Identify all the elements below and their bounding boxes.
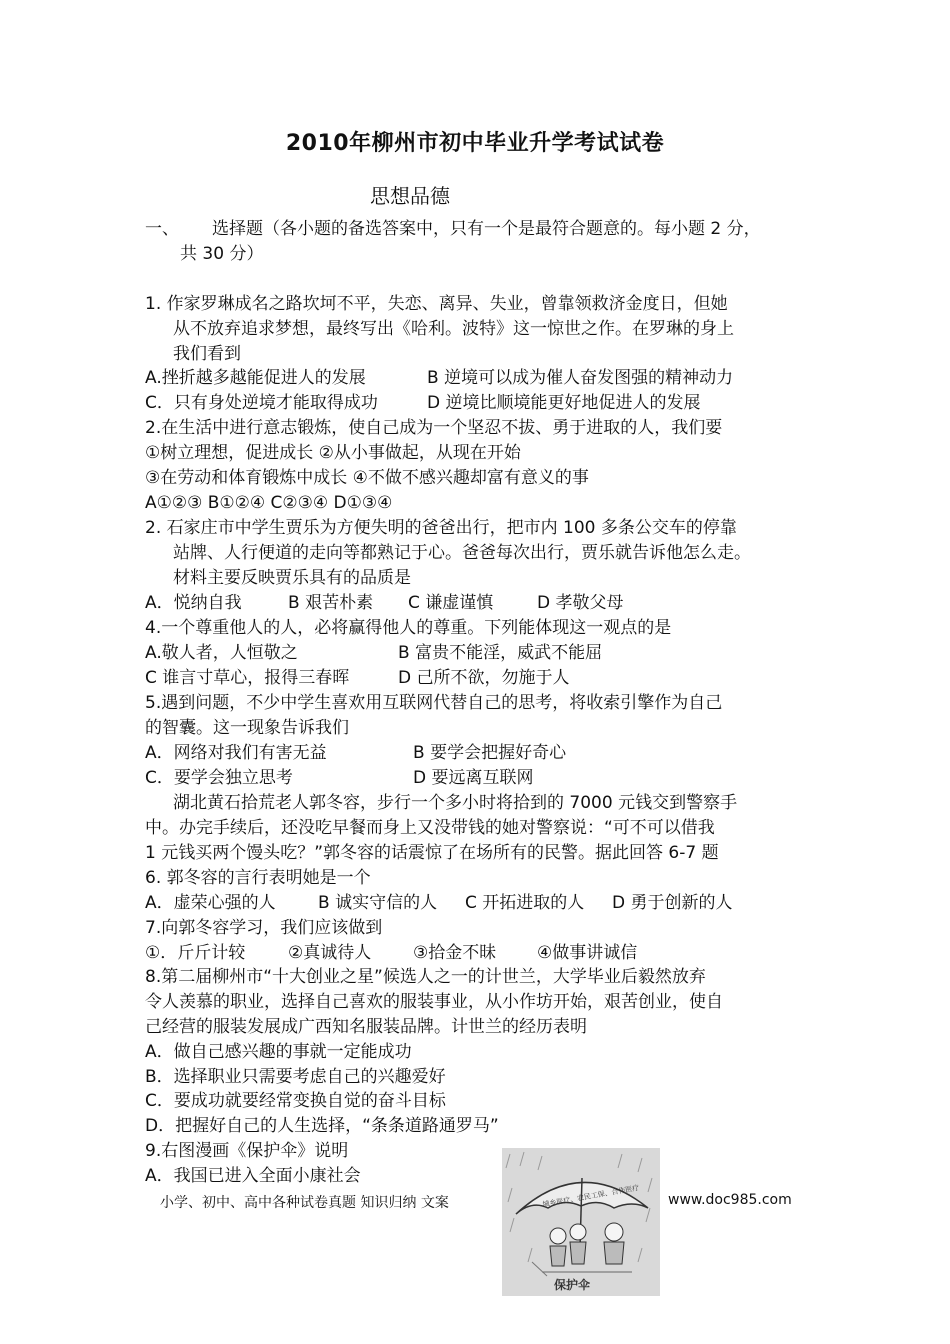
q6-option-b: B 诚实守信的人 [318, 893, 438, 913]
q9-option-a: A．我国已进入全面小康社会 [145, 1166, 361, 1186]
q8-line-1: 8.第二届柳州市“十大创业之星”候选人之一的计世兰，大学毕业后毅然放弃 [145, 967, 706, 987]
passage-line-3: 1 元钱买两个馒头吃？”郭冬容的话震惊了在场所有的民警。据此回答 6-7 题 [145, 843, 719, 863]
section-instructions: 选择题（各小题的备选答案中，只有一个是最符合题意的。每小题 2 分， [212, 219, 761, 239]
q4-stem: 4.一个尊重他人的人，必将赢得他人的尊重。下列能体现这一观点的是 [145, 618, 672, 638]
q4-option-c: C 谁言寸草心，报得三春晖 [145, 668, 350, 688]
q3-line-1: 2. 石家庄市中学生贾乐为方便失明的爸爸出行，把市内 100 多条公交车的停靠 [145, 518, 737, 538]
q3-option-c: C 谦虚谨慎 [408, 593, 494, 613]
q5-option-a: A．网络对我们有害无益 [145, 743, 327, 763]
passage-line-1: 湖北黄石拾荒老人郭冬容，步行一个多小时将拾到的 7000 元钱交到警察手 [173, 793, 738, 813]
q5-option-c: C．要学会独立思考 [145, 768, 293, 788]
q4-option-d: D 己所不欲，勿施于人 [398, 668, 570, 688]
section-instructions-cont: 共 30 分） [180, 244, 264, 264]
q6-option-c: C 开拓进取的人 [465, 893, 585, 913]
q2-items-1: ①树立理想，促进成长 ②从小事做起，从现在开始 [145, 443, 521, 463]
q7-item-2: ②真诚待人 [288, 943, 372, 963]
q7-item-4: ④做事讲诚信 [537, 943, 638, 963]
q8-line-2: 令人羡慕的职业，选择自己喜欢的服装事业，从小作坊开始，艰苦创业，使自 [145, 992, 723, 1012]
q2-stem: 2.在生活中进行意志锻炼，使自己成为一个坚忍不拔、勇于进取的人，我们要 [145, 418, 723, 438]
q1-option-d: D 逆境比顺境能更好地促进人的发展 [427, 393, 701, 413]
exam-title: 2010年柳州市初中毕业升学考试试卷 [285, 131, 665, 156]
cartoon-illustration [502, 1148, 660, 1296]
q3-option-a: A．悦纳自我 [145, 593, 242, 613]
q4-option-a: A.敬人者，人恒敬之 [145, 643, 298, 663]
q4-option-b: B 富贵不能淫，威武不能屈 [398, 643, 603, 663]
section-number: 一、 [145, 219, 179, 239]
q8-option-c: C．要成功就要经常变换自觉的奋斗目标 [145, 1091, 446, 1111]
q5-option-d: D 要远离互联网 [413, 768, 534, 788]
q7-item-3: ③拾金不昧 [413, 943, 497, 963]
q3-option-d: D 孝敬父母 [537, 593, 624, 613]
q7-item-1: ①．斤斤计较 [145, 943, 246, 963]
q8-option-a: A．做自己感兴趣的事就一定能成功 [145, 1042, 412, 1062]
subject-title: 思想品德 [370, 184, 450, 208]
q8-option-d: D．把握好自己的人生选择，“条条道路通罗马” [145, 1116, 499, 1136]
q3-option-b: B 艰苦朴素 [288, 593, 374, 613]
protective-umbrella-cartoon [502, 1148, 660, 1296]
q1-option-c: C．只有身处逆境才能取得成功 [145, 393, 378, 413]
q2-items-2: ③在劳动和体育锻炼中成长 ④不做不感兴趣却富有意义的事 [145, 468, 589, 488]
q3-line-2: 站牌、人行便道的走向等都熟记于心。爸爸每次出行，贾乐就告诉他怎么走。 [173, 543, 751, 563]
q1-option-a: A.挫折越多越能促进人的发展 [145, 368, 366, 388]
q1-line-1: 1. 作家罗琳成名之路坎坷不平，失恋、离异、失业，曾靠领救济金度日，但她 [145, 294, 728, 314]
q8-option-b: B．选择职业只需要考虑自己的兴趣爱好 [145, 1067, 446, 1087]
q7-stem: 7.向郭冬容学习，我们应该做到 [145, 918, 383, 938]
footer-left-text: 小学、初中、高中各种试卷真题 知识归纳 文案 [160, 1195, 449, 1211]
q9-stem: 9.右图漫画《保护伞》说明 [145, 1141, 349, 1161]
passage-line-2: 中。办完手续后，还没吃早餐而身上又没带钱的她对警察说：“可不可以借我 [145, 818, 715, 838]
q6-option-a: A．虚荣心强的人 [145, 893, 276, 913]
footer-website: www.doc985.com [668, 1192, 792, 1208]
q1-line-3: 我们看到 [173, 344, 241, 364]
q5-line-1: 5.遇到问题，不少中学生喜欢用互联网代替自己的思考，将收索引擎作为自己 [145, 693, 723, 713]
q8-line-3: 己经营的服装发展成广西知名服装品牌。计世兰的经历表明 [145, 1017, 587, 1037]
q1-option-b: B 逆境可以成为催人奋发图强的精神动力 [427, 368, 734, 388]
q3-line-3: 材料主要反映贾乐具有的品质是 [173, 568, 411, 588]
q6-stem: 6. 郭冬容的言行表明她是一个 [145, 868, 371, 888]
q6-option-d: D 勇于创新的人 [612, 893, 733, 913]
q5-line-2: 的智囊。这一现象告诉我们 [145, 718, 349, 738]
q5-option-b: B 要学会把握好奇心 [413, 743, 567, 763]
q2-options: A①②③ B①②④ C②③④ D①③④ [145, 493, 393, 513]
q1-line-2: 从不放弃追求梦想，最终写出《哈利。波特》这一惊世之作。在罗琳的身上 [173, 319, 734, 339]
umbrella-text: 城乡医疗、农民工保、合作医疗 [541, 1183, 640, 1209]
cartoon-caption: 保护伞 [554, 1278, 591, 1292]
